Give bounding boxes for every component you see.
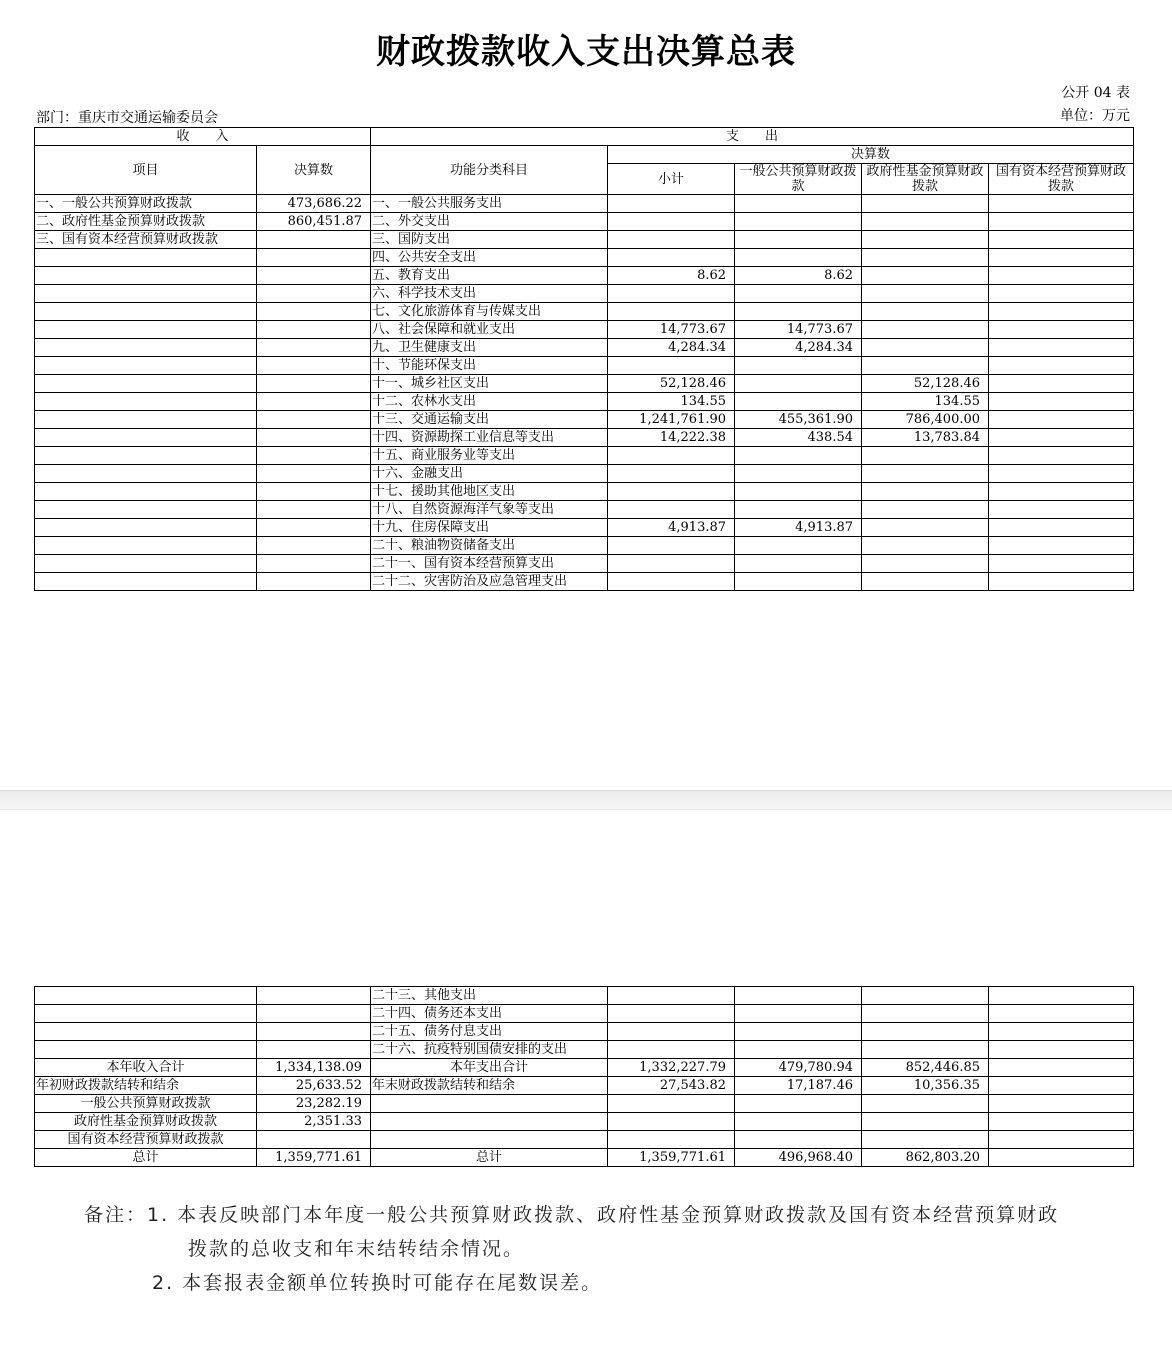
table-row [35,1023,1134,1041]
state-capital-cell [989,285,1134,303]
income-amount-cell: 23,282.19 [257,1095,371,1113]
general-budget-cell: 14,773.67 [735,321,862,339]
unit-label: 单位：万元 [1060,108,1130,124]
gov-fund-cell [862,501,989,519]
gov-fund-cell: 862,803.20 [862,1149,989,1167]
income-item-cell: 二、政府性基金预算财政拨款 [35,213,257,231]
general-budget-cell [735,393,862,411]
income-amount-cell [257,267,371,285]
expense-item-cell: 十二、农林水支出 [371,393,608,411]
item-header: 项目 [35,146,257,195]
subtotal-cell [608,213,735,231]
income-amount-cell [257,429,371,447]
general-budget-cell [735,249,862,267]
expense-item-cell: 十四、资源勘探工业信息等支出 [371,429,608,447]
general-budget-cell [735,987,862,1005]
subtotal-cell: 8.62 [608,267,735,285]
state-capital-cell [989,1131,1134,1149]
header-row-2 [35,146,1134,164]
gov-fund-cell: 852,446.85 [862,1059,989,1077]
income-item-cell [35,321,257,339]
income-amount-cell [257,987,371,1005]
table-row [35,1005,1134,1023]
table-row [35,1113,1134,1131]
state-capital-cell [989,411,1134,429]
subtotal-cell: 134.55 [608,393,735,411]
state-capital-cell [989,1095,1134,1113]
income-amount-cell: 860,451.87 [257,213,371,231]
state-capital-cell [989,1023,1134,1041]
expense-item-cell: 七、文化旅游体育与传媒支出 [371,303,608,321]
income-item-cell [35,501,257,519]
income-item-cell: 一般公共预算财政拨款 [35,1095,257,1113]
state-capital-cell [989,339,1134,357]
state-capital-cell [989,1041,1134,1059]
table-row [35,429,1134,447]
state-capital-cell [989,573,1134,591]
income-item-cell [35,1023,257,1041]
state-capital-header: 国有资本经营预算财政拨款 [989,164,1134,195]
table-row [35,1095,1134,1113]
table-row [35,501,1134,519]
final-amount-header: 决算数 [608,146,1134,164]
income-amount-cell [257,447,371,465]
expense-item-cell: 十七、援助其他地区支出 [371,483,608,501]
income-item-cell [35,573,257,591]
general-budget-cell [735,447,862,465]
income-amount-cell: 473,686.22 [257,195,371,213]
note-line-1: 备注：1. 本表反映部门本年度一般公共预算财政拨款、政府性基金预算财政拨款及国有资本经营预算财政 [84,1204,1060,1226]
income-amount-cell [257,303,371,321]
header-row-1 [35,128,1134,146]
state-capital-cell [989,249,1134,267]
state-capital-cell [989,1077,1134,1095]
gov-fund-cell: 52,128.46 [862,375,989,393]
gov-fund-cell [862,573,989,591]
income-amount-cell [257,357,371,375]
gov-fund-cell [862,303,989,321]
amount-header: 决算数 [257,146,371,195]
expense-item-cell: 十一、城乡社区支出 [371,375,608,393]
general-budget-cell: 17,187.46 [735,1077,862,1095]
income-amount-cell [257,483,371,501]
gov-fund-cell: 134.55 [862,393,989,411]
general-budget-cell [735,1095,862,1113]
general-budget-cell [735,1005,862,1023]
expense-item-cell: 五、教育支出 [371,267,608,285]
income-amount-cell [257,231,371,249]
income-amount-cell: 1,334,138.09 [257,1059,371,1077]
table-row [35,1041,1134,1059]
income-amount-cell [257,537,371,555]
table-row [35,519,1134,537]
table-row [35,1131,1134,1149]
gov-fund-cell [862,1131,989,1149]
state-capital-cell [989,447,1134,465]
income-amount-cell [257,1131,371,1149]
income-item-cell [35,393,257,411]
expense-item-cell: 总计 [371,1149,608,1167]
income-amount-cell [257,1023,371,1041]
gov-fund-cell [862,1113,989,1131]
state-capital-cell [989,1059,1134,1077]
state-capital-cell [989,1005,1134,1023]
income-item-cell: 政府性基金预算财政拨款 [35,1113,257,1131]
table-row [35,1077,1134,1095]
subtotal-cell [608,249,735,267]
expense-item-cell: 年末财政拨款结转和结余 [371,1077,608,1095]
income-item-cell [35,483,257,501]
general-budget-cell [735,285,862,303]
subtotal-header: 小计 [608,164,735,195]
state-capital-cell [989,195,1134,213]
state-capital-cell [989,987,1134,1005]
expense-item-cell: 十三、交通运输支出 [371,411,608,429]
general-budget-cell [735,555,862,573]
gov-fund-cell [862,519,989,537]
subtotal-cell [608,1005,735,1023]
gov-fund-cell [862,555,989,573]
table-row [35,249,1134,267]
expense-item-cell: 八、社会保障和就业支出 [371,321,608,339]
expense-item-cell: 一、一般公共服务支出 [371,195,608,213]
general-budget-cell: 455,361.90 [735,411,862,429]
department-label: 部门：重庆市交通运输委员会 [36,110,218,126]
state-capital-cell [989,501,1134,519]
gov-fund-cell [862,483,989,501]
gov-fund-cell [862,285,989,303]
income-amount-cell [257,321,371,339]
general-budget-cell [735,537,862,555]
income-amount-cell [257,375,371,393]
gov-fund-cell [862,447,989,465]
gov-fund-cell [862,1095,989,1113]
income-amount-cell [257,285,371,303]
subtotal-cell [608,195,735,213]
general-budget-cell [735,195,862,213]
table-row [35,213,1134,231]
gov-fund-cell: 10,356.35 [862,1077,989,1095]
general-budget-cell: 496,968.40 [735,1149,862,1167]
expense-item-cell: 二十、粮油物资储备支出 [371,537,608,555]
table-body [35,128,1134,591]
general-budget-cell [735,231,862,249]
table-row [35,987,1134,1005]
table-row [35,321,1134,339]
state-capital-cell [989,1113,1134,1131]
general-budget-cell [735,375,862,393]
subtotal-cell: 1,332,227.79 [608,1059,735,1077]
general-budget-cell: 438.54 [735,429,862,447]
gov-fund-cell [862,213,989,231]
general-budget-cell: 4,284.34 [735,339,862,357]
subtotal-cell: 52,128.46 [608,375,735,393]
note-line-2: 拨款的总收支和年末结转结余情况。 [188,1238,525,1260]
table-row [35,483,1134,501]
subtotal-cell [608,555,735,573]
income-item-cell [35,555,257,573]
income-amount-cell [257,393,371,411]
expense-item-cell: 十六、金融支出 [371,465,608,483]
state-capital-cell [989,321,1134,339]
state-capital-cell [989,231,1134,249]
expense-item-cell: 三、国防支出 [371,231,608,249]
income-amount-cell: 2,351.33 [257,1113,371,1131]
function-category-header: 功能分类科目 [371,146,608,195]
income-item-cell [35,465,257,483]
note-line-3: 2. 本套报表金额单位转换时可能存在尾数误差。 [152,1272,603,1294]
income-item-cell [35,1041,257,1059]
income-item-cell: 国有资本经营预算财政拨款 [35,1131,257,1149]
table-row [35,375,1134,393]
general-budget-cell: 479,780.94 [735,1059,862,1077]
income-item-cell: 一、一般公共预算财政拨款 [35,195,257,213]
general-budget-header: 一般公共预算财政拨款 [735,164,862,195]
page-break [0,790,1172,810]
expense-item-cell [371,1131,608,1149]
general-budget-cell [735,501,862,519]
income-item-cell [35,1005,257,1023]
table-row [35,411,1134,429]
general-budget-cell [735,483,862,501]
subtotal-cell: 1,241,761.90 [608,411,735,429]
general-budget-cell [735,573,862,591]
state-capital-cell [989,375,1134,393]
gov-fund-cell [862,465,989,483]
general-budget-cell [735,1131,862,1149]
table-row [35,555,1134,573]
subtotal-cell [608,537,735,555]
income-item-cell [35,303,257,321]
table-row [35,1059,1134,1077]
expense-item-cell [371,1095,608,1113]
subtotal-cell: 1,359,771.61 [608,1149,735,1167]
expense-item-cell: 二十五、债务付息支出 [371,1023,608,1041]
gov-fund-cell [862,1005,989,1023]
expense-item-cell: 六、科学技术支出 [371,285,608,303]
expense-item-cell: 本年支出合计 [371,1059,608,1077]
income-item-cell [35,447,257,465]
general-budget-cell: 8.62 [735,267,862,285]
page-title: 财政拨款收入支出决算总表 [376,32,796,72]
income-item-cell [35,987,257,1005]
subtotal-cell [608,573,735,591]
gov-fund-cell [862,231,989,249]
table-row [35,357,1134,375]
subtotal-cell [608,1041,735,1059]
expense-item-cell: 二十四、债务还本支出 [371,1005,608,1023]
subtotal-cell [608,1113,735,1131]
income-amount-cell [257,1041,371,1059]
notes-section [84,1198,1172,1300]
subtotal-cell: 27,543.82 [608,1077,735,1095]
state-capital-cell [989,1149,1134,1167]
income-amount-cell [257,1005,371,1023]
income-item-cell [35,411,257,429]
income-item-cell: 年初财政拨款结转和结余 [35,1077,257,1095]
table-row [35,195,1134,213]
table-row [35,339,1134,357]
subtotal-cell [608,447,735,465]
income-amount-cell: 25,633.52 [257,1077,371,1095]
budget-summary-table [34,127,1134,591]
gov-fund-cell [862,1023,989,1041]
state-capital-cell [989,357,1134,375]
expense-item-cell: 二十三、其他支出 [371,987,608,1005]
state-capital-cell [989,483,1134,501]
expense-item-cell: 二十二、灾害防治及应急管理支出 [371,573,608,591]
state-capital-cell [989,267,1134,285]
subtotal-cell [608,483,735,501]
budget-summary-table-continued [34,986,1134,1167]
income-amount-cell [257,573,371,591]
expense-item-cell [371,1113,608,1131]
table-row [35,393,1134,411]
subtotal-cell [608,285,735,303]
general-budget-cell [735,1041,862,1059]
table-row [35,573,1134,591]
table-row [35,267,1134,285]
table-row [35,285,1134,303]
expense-item-cell: 十五、商业服务业等支出 [371,447,608,465]
subtotal-cell: 14,222.38 [608,429,735,447]
gov-fund-cell [862,357,989,375]
subtotal-cell: 4,284.34 [608,339,735,357]
gov-fund-cell [862,249,989,267]
gov-fund-cell [862,339,989,357]
subtotal-cell [608,465,735,483]
subtotal-cell: 14,773.67 [608,321,735,339]
subtotal-cell [608,357,735,375]
income-item-cell [35,357,257,375]
expense-item-cell: 二十六、抗疫特别国债安排的支出 [371,1041,608,1059]
gov-fund-cell [862,1041,989,1059]
income-header: 收 入 [35,128,371,146]
expense-item-cell: 十、节能环保支出 [371,357,608,375]
income-item-cell [35,537,257,555]
income-item-cell [35,429,257,447]
table-row [35,231,1134,249]
general-budget-cell [735,465,862,483]
income-item-cell: 本年收入合计 [35,1059,257,1077]
gov-fund-cell [862,537,989,555]
income-item-cell [35,285,257,303]
state-capital-cell [989,429,1134,447]
state-capital-cell [989,537,1134,555]
subtotal-cell [608,231,735,249]
subtotal-cell [608,1023,735,1041]
general-budget-cell [735,1113,862,1131]
expense-item-cell: 九、卫生健康支出 [371,339,608,357]
general-budget-cell [735,357,862,375]
income-amount-cell [257,411,371,429]
general-budget-cell [735,1023,862,1041]
income-amount-cell: 1,359,771.61 [257,1149,371,1167]
expense-header: 支 出 [371,128,1134,146]
expense-item-cell: 十八、自然资源海洋气象等支出 [371,501,608,519]
subtotal-cell [608,303,735,321]
gov-fund-cell: 786,400.00 [862,411,989,429]
gov-fund-cell: 13,783.84 [862,429,989,447]
expense-item-cell: 二、外交支出 [371,213,608,231]
income-amount-cell [257,555,371,573]
income-amount-cell [257,465,371,483]
table-row [35,1149,1134,1167]
subtotal-cell [608,987,735,1005]
state-capital-cell [989,213,1134,231]
expense-item-cell: 四、公共安全支出 [371,249,608,267]
form-code: 公开 04 表 [1061,85,1130,101]
table-row [35,447,1134,465]
general-budget-cell [735,213,862,231]
general-budget-cell [735,303,862,321]
gov-fund-header: 政府性基金预算财政拨款 [862,164,989,195]
table-row [35,465,1134,483]
gov-fund-cell [862,267,989,285]
income-amount-cell [257,519,371,537]
expense-item-cell: 十九、住房保障支出 [371,519,608,537]
state-capital-cell [989,303,1134,321]
general-budget-cell: 4,913.87 [735,519,862,537]
state-capital-cell [989,465,1134,483]
table-body-continued [35,987,1134,1167]
gov-fund-cell [862,987,989,1005]
income-item-cell [35,519,257,537]
income-item-cell: 三、国有资本经营预算财政拨款 [35,231,257,249]
income-item-cell [35,267,257,285]
income-amount-cell [257,339,371,357]
income-item-cell: 总计 [35,1149,257,1167]
income-item-cell [35,249,257,267]
subtotal-cell: 4,913.87 [608,519,735,537]
state-capital-cell [989,519,1134,537]
table-row [35,537,1134,555]
gov-fund-cell [862,321,989,339]
subtotal-cell [608,1131,735,1149]
state-capital-cell [989,555,1134,573]
income-amount-cell [257,249,371,267]
income-item-cell [35,339,257,357]
state-capital-cell [989,393,1134,411]
subtotal-cell [608,1095,735,1113]
income-item-cell [35,375,257,393]
subtotal-cell [608,501,735,519]
gov-fund-cell [862,195,989,213]
table-row [35,303,1134,321]
income-amount-cell [257,501,371,519]
expense-item-cell: 二十一、国有资本经营预算支出 [371,555,608,573]
